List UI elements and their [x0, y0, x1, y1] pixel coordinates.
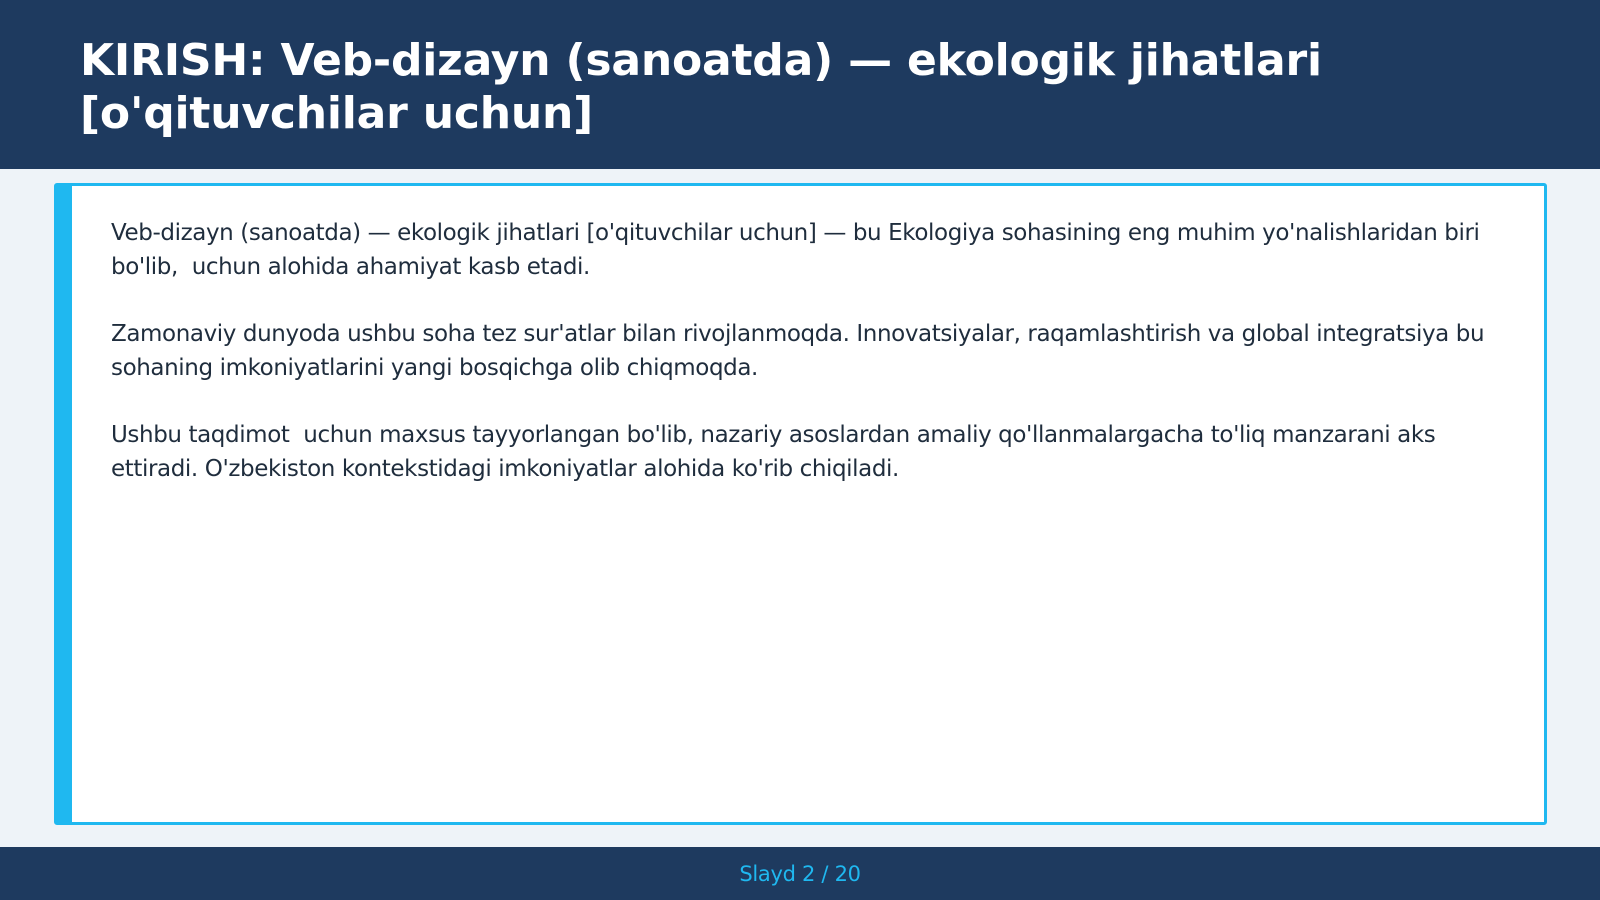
slide-title: KIRISH: Veb-dizayn (sanoatda) — ekologik jihatlari [o'qituvchilar uchun]: [80, 35, 1322, 139]
content-card: [54, 183, 1547, 825]
content-paragraph: Ushbu taqdimot uchun maxsus tayyorlangan bo'lib, nazariy asoslardan amaliy qo'llanmalargacha to'liq manzarani aks ettiradi. O'zbekiston kontekstidagi imkoniyatlar alohida ko'rib chiqiladi.: [111, 422, 1443, 482]
slide-header: [0, 0, 1600, 169]
content-paragraph: Veb-dizayn (sanoatda) — ekologik jihatlari [o'qituvchilar uchun] — bu Ekologiya sohasining eng muhim yo'nalishlaridan biri bo'lib, uchun alohida ahamiyat kasb etadi.: [111, 220, 1487, 280]
content-paragraph: Zamonaviy dunyoda ushbu soha tez sur'atlar bilan rivojlanmoqda. Innovatsiyalar, raqamlashtirish va global integratsiya bu sohaning imkoniyatlarini yangi bosqichga olib chiqmoqda.: [111, 321, 1492, 381]
slide-counter: Slayd 2 / 20: [739, 861, 861, 886]
slide-footer: [0, 847, 1600, 900]
